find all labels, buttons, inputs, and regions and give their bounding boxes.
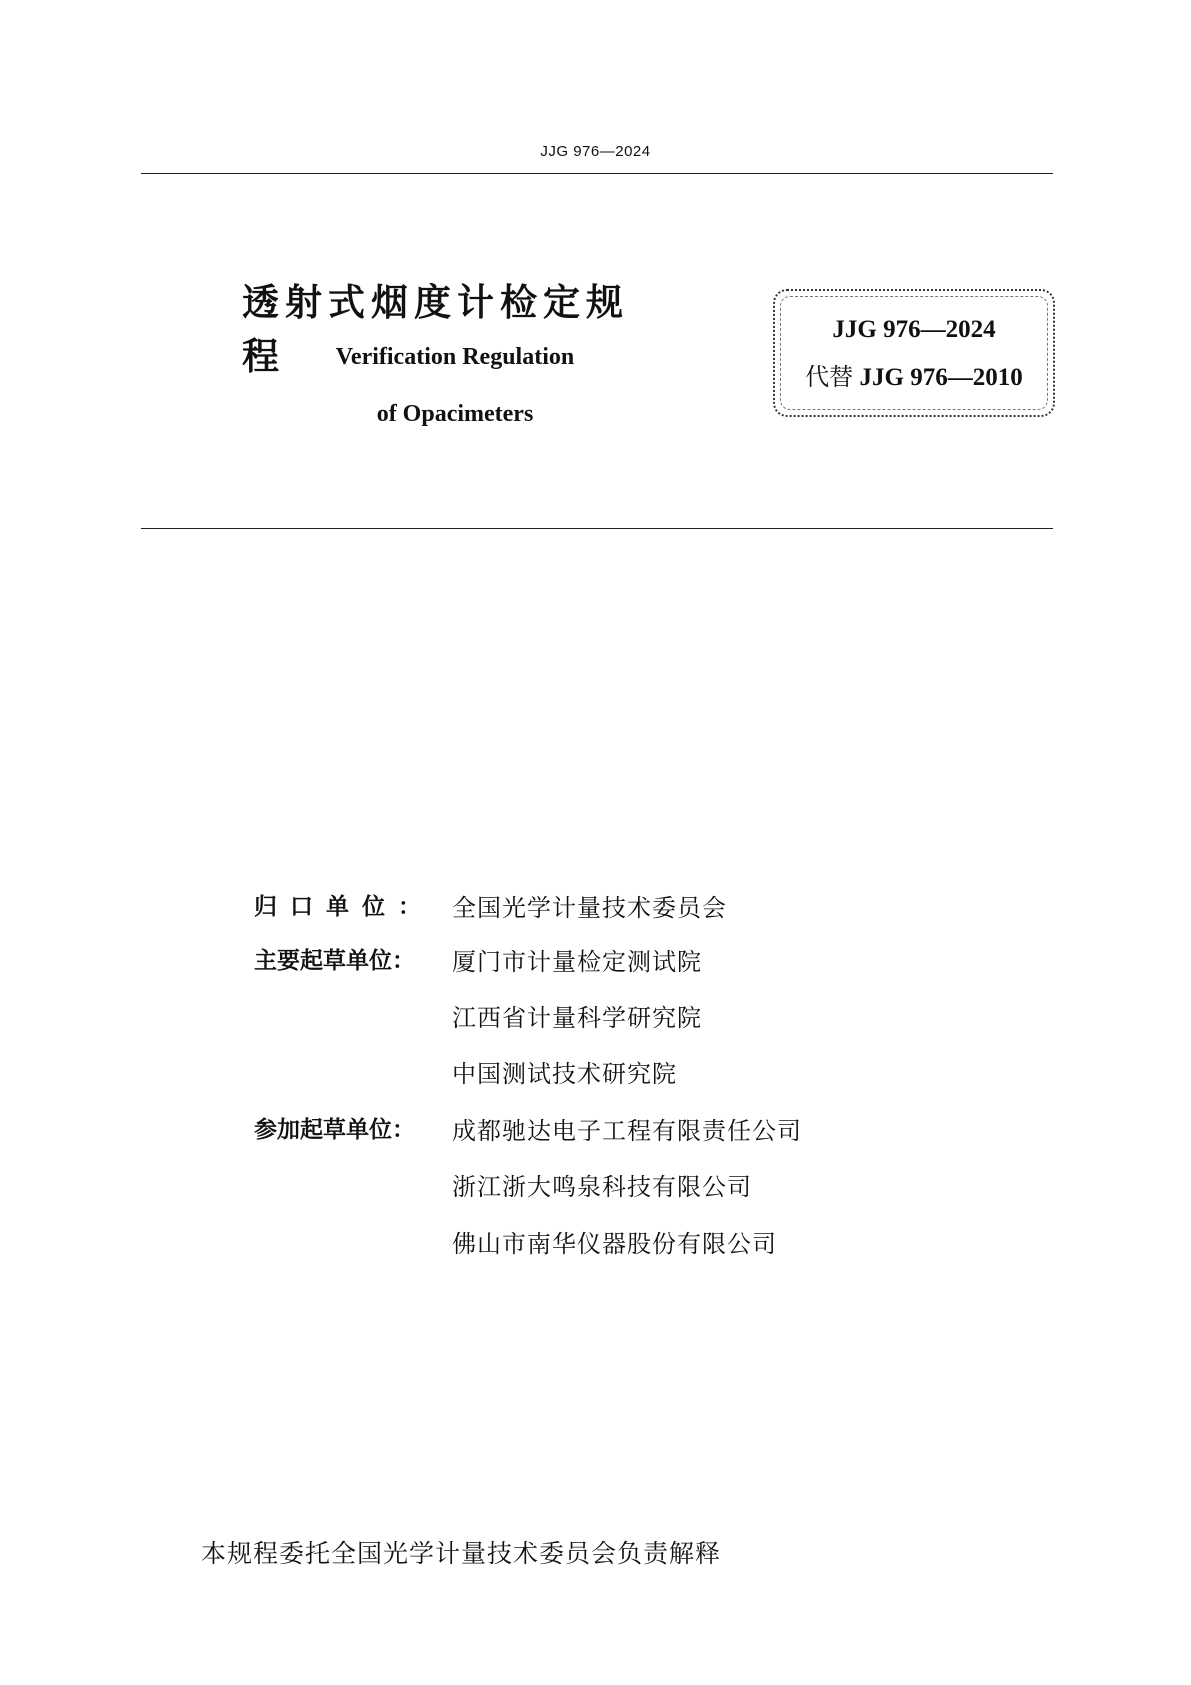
title-chinese: 透射式烟度计检定规程 — [242, 281, 629, 378]
main-drafting-unit: 中国测试技术研究院 — [452, 1060, 677, 1088]
top-divider — [141, 173, 1053, 174]
participating-label: 参加起草单位： — [254, 1117, 415, 1143]
main-drafting-unit: 厦门市计量检定测试院 — [452, 948, 702, 976]
responsible-unit-row — [254, 888, 727, 922]
participating-row — [254, 1111, 802, 1145]
participating-unit: 浙江浙大鸣泉科技有限公司 — [452, 1173, 752, 1201]
main-drafting-row — [254, 942, 702, 976]
replaces-line — [775, 357, 1053, 392]
standard-code: JJG 976—2024 — [832, 316, 996, 343]
main-drafting-label: 主要起草单位： — [254, 948, 415, 974]
interpretation-note: 本规程委托全国光学计量技术委员会负责解释 — [201, 1539, 722, 1568]
main-drafting-unit: 江西省计量科学研究院 — [452, 1004, 702, 1032]
running-header-code: JJG 976—2024 — [540, 143, 651, 160]
participating-unit: 佛山市南华仪器股份有限公司 — [452, 1230, 777, 1258]
title-english-line2: of Opacimeters — [376, 401, 534, 427]
responsible-unit-label: 归口单位： — [254, 894, 434, 920]
participating-unit: 成都驰达电子工程有限责任公司 — [452, 1117, 802, 1145]
bottom-divider — [141, 528, 1053, 529]
replaced-standard-code: JJG 976—2010 — [859, 364, 1023, 391]
title-english-line1: Verification Regulation — [335, 344, 575, 370]
standard-code-box — [773, 289, 1055, 417]
replaces-prefix: 代替 — [805, 363, 854, 391]
responsible-unit: 全国光学计量技术委员会 — [452, 894, 727, 922]
